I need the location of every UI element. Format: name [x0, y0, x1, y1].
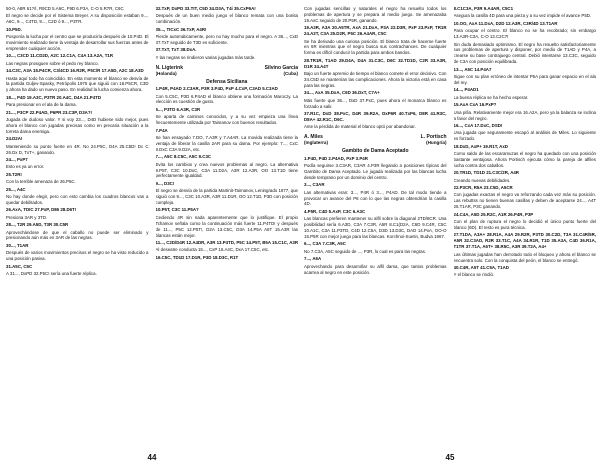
country-black: (Cuba) — [283, 70, 298, 76]
move-line: 40.C4R, A5T 41.C5A, T1AD — [453, 264, 509, 270]
country-white: (Inglaterra) — [304, 140, 328, 146]
move-line: 32.TxP, DxPD 33.TIT, C5D 34.D3A, T4i 35.CxP6A! — [155, 6, 256, 11]
commentary-paragraph: Ante la pérdida de material el blanco optó por abandonar. — [304, 124, 416, 130]
move-line: 16..., CxA 17.DxC, DSD! — [453, 122, 503, 128]
commentary-paragraph: No hay donde elegir, pero con esto cambia los cuadros blancos van a quedar debilitados. — [6, 193, 149, 205]
left-page — [6, 6, 298, 467]
commentary-paragraph: Hasta aquí todo ha coincidido. En esta momento el blanco se desvía de la partida Guljev-Spasky, Petrópolis 1975 que siguió con 18.P5CR, C3D y ahora ha dado un nuevo paso. En realidad la lucha comienza ahora. — [6, 75, 149, 93]
right-page-columns — [304, 6, 596, 451]
commentary-paragraph: Podía seguirse 3.C3AR, C3AR 4.P3R llegando a posiciones típicas del Gambito de Dama Aceptado. Le jugada realizada por las blancas lucha desde temprano por un dominio del centro. — [304, 163, 447, 180]
move-line: 7.P4A — [155, 127, 168, 133]
commentary-paragraph: La buena réplica se ha hecho esperar. — [453, 94, 529, 100]
commentary-paragraph: El negro se desvía de la partida Martinit-Taimanov, Leningrado 1977, que siguió con 9..., C3C 10.A3R, A3R 11.D1R, OO 12.T1D, P3D con posición compleja. — [155, 188, 298, 206]
page-number-left: 44 — [147, 453, 157, 462]
commentary-paragraph: Creando nuevas debilidades. — [453, 177, 511, 183]
move-line: 18..., P4D 19.A3C, P3TR 20.A4C, D4A 21.P4TD — [6, 94, 102, 100]
game-countries — [156, 71, 299, 77]
right-page — [304, 6, 596, 467]
commentary-paragraph: Asegura la casilla 4D para una pieza y a su vez impide el avance P5D. — [453, 13, 592, 19]
commentary-paragraph: Sigue con su plan erróneo de intentar P5A para ganar espacio en el ala del rey. — [453, 74, 596, 85]
commentary-paragraph: Después de varios movimientos precisos el negro se ha visto reducido a una posición pasiva. — [6, 250, 149, 262]
commentary-paragraph: Pierde automáticamente, pero no hay mucho para el negro. A 36..., CxD 37.TxT seguido de T3D es suficiente. — [155, 34, 298, 46]
move-line: 10..., C3CD 11.CD2D, A2C 12.C1A, C4A 13.A2A, T1R — [6, 53, 114, 59]
move-line: 14..., P4AD1 — [453, 87, 479, 93]
commentary-paragraph: Para presionar en el ala de la dama. — [6, 102, 77, 108]
move-line: 15.AxA CxA 16.PxP? — [453, 102, 497, 108]
move-line: 35..., TICxC 36.TxP, A4R! — [155, 26, 207, 32]
commentary-paragraph: Para ocupar el centro. El blanco no se ha recobrado; sin embargo 13.A3R-C3A, C-O 13.C2C7I — [453, 28, 596, 40]
commentary-paragraph: Jugada de dudoso valor. Y si voy 23..., D4D hubiese sido mejor, pues ahora el blanco con jugadas precisas como en precaria situación a la torreta dama enemiga. — [6, 117, 149, 134]
move-line: 24..., PxP7 — [6, 156, 28, 162]
commentary-paragraph: Con la terrible amenaza de 26.P5C. — [6, 179, 76, 185]
move-line: 1.P4R, P4AD 2.C3AR, P3R 3.P4D, PxP 4.CxP, C3AD 5.C3AD — [155, 86, 278, 92]
commentary-paragraph: Con jugadas sencillas y naturales el negro ha resuelto todos los problemas de apertura y se prepara al medio juego. Se amenazaba 19.AxC seguido de 20.P5R, ganando. — [304, 6, 447, 23]
player-black: Silvino Garcia — [264, 64, 298, 71]
move-line: 27.T1DA, A3A+ 28.R1A, A4A 29.R2R, P3TD 30.C2D, T3A 31.C4R/5R, A5R 32.C3AD, R2R 33.T1C, A4A 34.R1R, T1D 35.A3A, C4D 36.R1A, T1TR 37.T1A, A6T+ 38.R5C, A3R 39.T2A, A4+ — [453, 232, 596, 250]
page-number-right: 45 — [445, 453, 455, 462]
move-line: 6..., C3A 7.C3R, A5C — [304, 241, 346, 247]
commentary-paragraph: Posponía la lucha por el centro que se produciría después de 10.P4D. El movimiento realizado tiene la ventaja de desarrollar sus fuerzas antes de emprender cualquier acción. — [6, 34, 149, 51]
move-line: 5..., P3TD 6.A3R, C3R — [155, 106, 201, 112]
commentary-paragraph: Las últimas jugadas han derrotado todo el bloqueo y ahora el blanco se encuentra solo. Con la conquista del peón, el blanco se entregó. — [453, 251, 596, 263]
commentary-paragraph: Manteniendo su punto fuerte en 4R. No 24.P5C, D4A 25.C5D! Dc C 26.Dx D, TxT+, ganando. — [6, 143, 149, 155]
move-line: 30..., T1AR — [6, 242, 29, 248]
move-line: 13..., A5C 14.P4A7 — [453, 66, 492, 72]
move-line: 10.P5T, C3C 11.P5A? — [155, 207, 199, 213]
commentary-paragraph: Esto es ya un error. — [6, 164, 45, 170]
move-line: 28.TR1R, T1AD 29.D4A, D4A 31.C3C, D6C 32.TD1D, C2R 33.A3R, D1R 34.A4T — [304, 57, 447, 69]
move-line: 25.T2R! — [6, 171, 22, 177]
commentary-paragraph: Al deseatre conducta 15..., CxP 16.A4C, DxA 17.C5C, etc. — [155, 247, 270, 253]
commentary-paragraph: Las blancas prefieren mantener su alfil sobre la diagonal 2TD/8CR. Una posibilidad sería 6.A3D, C3A 7.C3R, A5R 8.C1(D2A, C6D 9.C4R, C5C 10.A1C, C3A 11.P3TD, C4D 12.C5A, D3D 13.D3C, DAD 14.PxA, OO-O 15.P5R con mejor juego para las blancas. Korchnoi-Suetin, Budva 1967. — [304, 216, 447, 239]
move-line: 9..., D3C! — [155, 180, 175, 186]
move-line: 22.P3CR, R5A 23.C5D, A5CR — [453, 185, 513, 191]
move-line: 28..., T2R 29.A5D, T3R 30.C5R — [6, 222, 69, 228]
commentary-paragraph: Se aparta de caminos conocidos, y a su vez empieza una línea frecuentemente utilizada por Taimanov con buenos resultados. — [155, 114, 298, 126]
move-line: 11..., C2D/D4R 12.A4DR, A3R 13.P4TD, P5C 14.P5T, B5A 15.C1C, A3R — [155, 240, 298, 245]
move-line: 25..., A4C — [6, 186, 26, 192]
game-countries — [304, 140, 447, 146]
commentary-paragraph: Las negras prosiguen sobre el pedo rey blanco. — [6, 60, 99, 66]
move-line: 24.D2A! — [6, 136, 23, 142]
move-line: 37.R1C, DxD 38.PxC, D4R 39.R2A, DxP6R 40.TxP6, D8R 41.R3C, D8A+ 42.R1C, D6C. — [304, 111, 447, 122]
commentary-paragraph: Como saldo de las escaramuzas el negro ha quedado con una posición bastante ventajosa. Ahora Portisch ejecuta cómo la pareja de alfiles lucha contra dos caballos. — [453, 151, 596, 168]
player-white: N. Ligterink — [155, 64, 184, 71]
move-line: 1.P4D, P4D 2.P4AD, PxP 3.P4R — [304, 155, 368, 161]
commentary-paragraph: Sin duda demasiado optimismo. El negro ha resuelto satisfactoriamente sus problemas de apertura y disponer, por medio de T1AD y P4A, a crearse su base contrajuego central. Debió intentarse 13.C3C, seguido de C3A con posición equilibrada. — [453, 41, 596, 65]
commentary-paragraph: Más fuerte que 36..., DxD 37.PxC, pues ahora el monarca blanco es forzado a salir. — [304, 97, 447, 109]
move-line: 7..., A5C 8.C5C, A5C 9.C3C — [155, 154, 212, 160]
commentary-paragraph: Con 5.C5C, P3D 6.P4AD el blanco obtiene una formación Maroczy. La elección es cuestión de gusto. — [155, 93, 298, 105]
move-line: 31.A5C, C5C — [6, 263, 33, 269]
commentary-paragraph: A 31..., DxPD 32.P5C! sería una fuerte réplica. — [6, 270, 97, 276]
left-page-column-2 — [156, 6, 299, 451]
move-line: 14.C3C, A3A 15.P4CR, C3/4CD 16.R2R, P5C/R 17.A5D, A2C 18.A3D — [6, 68, 144, 74]
move-line: 4.P5R, C4D 5.AxP, C3C 6.A3C — [304, 208, 366, 214]
commentary-paragraph: Una jugada que seguramente escapó al análisis de Miles. Lo siguiente es forzado. — [453, 130, 596, 142]
move-line: 3..., C3AR — [304, 182, 325, 188]
country-black: (Hungría) — [426, 140, 447, 146]
commentary-paragraph: Se ha derivado una curiosa posición. El blanco trata de hacerse fuerte en 6R mientras que el negro busca sus contrachances. De cualquier forma es difícil conducir la partida para ambos bandos. — [304, 38, 447, 56]
commentary-paragraph: Presiona 3AR y 3TD. — [6, 214, 48, 220]
left-page-columns — [6, 6, 298, 451]
commentary-paragraph: Cediendo 4R sin nada aparentemente que lo justifique. El propio Tchamov señala como la continuación más fuerte 11.P4TD! y después de 11..., P5C 12.P5T!, D2A 13.C5C, D3A 14.P5A A5T 15.A3R las blancas están mejor. — [155, 214, 298, 238]
move-line: 10.OO, AxA 11.DxA, D2D 12.A3R, C3R/4D 13.T1AR — [453, 20, 558, 26]
move-line: 10.P5D. — [6, 26, 22, 32]
move-line: 7..., A6A — [304, 256, 322, 262]
move-line: 18.DxD, AxP+ 19.R1T, AxD — [453, 143, 508, 149]
move-line: 34..., AxA 35.DxA, C6D 36.DxT, C7A+ — [304, 90, 380, 96]
country-white: (Holanda) — [155, 70, 177, 76]
move-line: 16.C5C, TD1D 17.D1R, P3D 18.D3C, R1T — [155, 254, 239, 260]
commentary-paragraph: Con jugadas exactas el negro va reforzando cada vez más su posición. Las rebuttss no tienen buenas casillas y deben de aceptarse 24..., A4T 25.T1AR, P3C ganando. — [453, 192, 596, 210]
commentary-paragraph: Después de un buen medio juego el blanco remata con una bonita combinación. — [155, 13, 298, 25]
opening-title: Gambito de Dama Aceptado — [342, 148, 409, 155]
commentary-paragraph: El negro se decide por el Sistema Breyer. A su disposición estaban 9..., A6C, 9..., C4TD, 9..., C2D ó 9..., P3TR. — [6, 13, 149, 25]
commentary-paragraph: Y las negras se rindieron varias jugadas más tarde. — [155, 54, 256, 60]
move-line: 37.TxT, TxT 38.DxA. — [155, 47, 197, 53]
opening-title: Defensa Siciliana — [206, 78, 248, 85]
commentary-paragraph: Evita los cambios y crea nuevos problemas al negro. La alternativa 9.P5T, C3C 10.DxC, C3A 11.D2A, A3R 12.A3R, OO 13.T1D tiene perfectamente igualdad. — [155, 161, 298, 179]
commentary-paragraph: Con el plan de ruptura el negro lo decidió el único punto fuerte del blanco (6D). El resto es pura técnica. — [453, 219, 596, 230]
move-line: 21..., P3CP 22.P4AD, P6PR 23.C3P, D3A?! — [6, 109, 92, 115]
right-page-column-2 — [454, 6, 597, 451]
right-page-column-1 — [304, 6, 447, 451]
player-black: L. Portisch — [420, 134, 447, 141]
move-line: 24.C4A, A5D 25.R2C, A1R 26.P4R, P3P — [453, 211, 534, 217]
commentary-paragraph: Aprovechándose de que el caballo no puede ser eliminado y presionando aún más en 3AR de las negras. — [6, 229, 149, 241]
move-line: 19.A3R, A3A 20.A5TR, AxA 21.DxA, P3A 22.D3R, PxP 23.PxP, TR1R 24.A2T, C3A 25.D2R, P5C 26.A4AR, C5C — [304, 25, 447, 37]
left-page-column-1 — [6, 6, 149, 451]
move-line: 26.AxA, TDIC 27.PxP, D86 28.D6T! — [6, 207, 77, 213]
commentary-paragraph: No 7.C3A, A5C seguido de ..., P3R, lo cual es para las negras. — [304, 248, 427, 254]
move-line: 20.TR1D, TD1D 21.C3C/2R, A4R — [453, 170, 519, 176]
commentary-paragraph: Una pifia. Relativamente mejor era 16.A2A, pero ya la balanza se inclina a favor del negro. — [453, 109, 596, 121]
move-line: 8.C1C3A, P3R 9.A4AR, C5C1 — [453, 6, 514, 11]
commentary-paragraph: Las alternativas eran: 3..., P4R ó 3..., P4AD. De tal modo tiende a provocar un avance del P6 con lo que las negras obtendrían la casilla 4D. — [304, 189, 447, 207]
commentary-paragraph: Se han ensayado 7.DO, 7.A3R y 7.A4AR. La movida realizada tiene la ventaja de liberar la casilla 2AR para su dama. Por ejemplo: 7..., CxC 8.DxC C3A 9.D2A, etc. — [155, 135, 298, 152]
commentary-paragraph: 50-0, A8R 61?/I, R9CD 5.A6C, F9D 6.P3A, C-O 5.R7R, C6C — [6, 6, 124, 11]
commentary-paragraph: Bajo un fuerte apremio de tiempo el blanco comete el error decisivo. Con 34.C5D se mantenían las complicaciones. Ahora la victoria está en casa para las negras. — [304, 71, 447, 88]
commentary-paragraph: Aprovechando para desarrollar su alfil dama, que tantos problemas acarrea al negro en este posición. — [304, 263, 447, 275]
player-white: A. Miles — [304, 134, 323, 141]
commentary-paragraph: Y el blanco se rindió. — [453, 272, 495, 278]
